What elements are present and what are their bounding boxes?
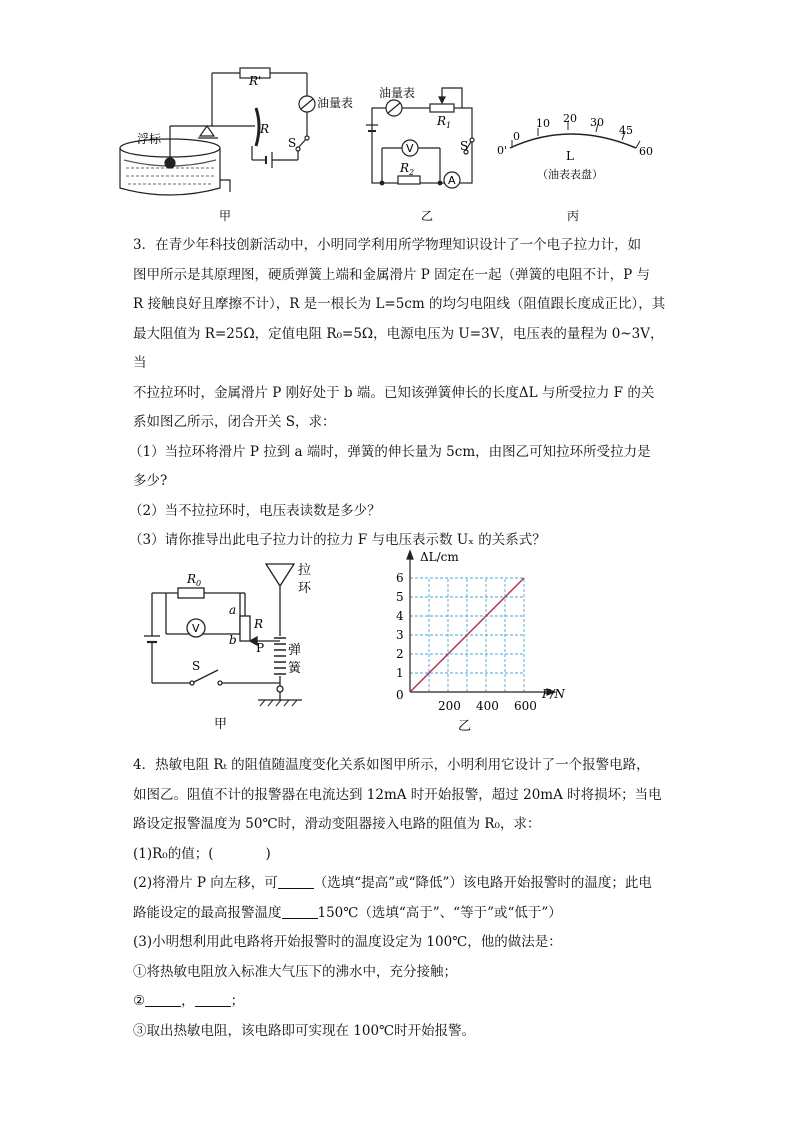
chart-x-label: F/N (542, 687, 565, 701)
label-float: 浮标 (137, 132, 162, 146)
dial-tick-30: 30 (590, 116, 604, 129)
label-p: P (256, 641, 265, 655)
chart-x-tick-label: 200 (438, 699, 461, 713)
dial-caption: （油表表盘） (537, 168, 603, 181)
chart-origin-label: 0 (396, 688, 404, 702)
label-pull-1: 拉 (298, 563, 312, 578)
chart-y-tick-label: 2 (396, 647, 404, 661)
q3-line: 3．在青少年科技创新活动中，小明同学利用所学物理知识设计了一个电子拉力计，如 (133, 237, 642, 253)
figure-q3-yi-chart (380, 546, 590, 742)
dial-tick-60: 60 (639, 145, 653, 158)
chart-y-tick-label: 6 (396, 571, 404, 585)
caption-bing-top: 丙 (567, 209, 580, 223)
q4-line: 4．热敏电阻 Rₜ 的阻值随温度变化关系如图甲所示，小明利用它设计了一个报警电路， (133, 757, 650, 773)
chart-x-tick-label: 400 (476, 699, 499, 713)
q4-step1: ①将热敏电阻放入标准大气压下的沸水中，充分接触； (133, 963, 457, 980)
q4-sub2-cont (133, 899, 673, 929)
caption-yi-top: 乙 (421, 209, 434, 223)
q4-sub2-b: （选填“提高”或“降低”）该电路开始报警时的温度；此电 (313, 875, 652, 891)
q3-sub3: （3）请你推导出此电子拉力计的拉力 F 与电压表示数 Uₓ 的关系式？ (129, 532, 546, 548)
label-a: a (229, 603, 237, 617)
q4-step2-mid: ， (181, 993, 195, 1009)
chart-y-label: ΔL/cm (420, 550, 459, 564)
question-4 (133, 751, 673, 1046)
dial-tick-45: 45 (619, 124, 633, 137)
q4-sub2-c: 路能设定的最高报警温度 (133, 904, 282, 921)
answer-blank-compare[interactable] (282, 904, 318, 919)
dial-tick-20: 20 (563, 112, 577, 125)
q3-sub1: （1）当拉环将滑片 P 拉到 a 端时，弹簧的伸长量为 5cm，由图乙可知拉环所受拉力是 (129, 443, 651, 460)
chart-y-tick-label: 5 (396, 590, 404, 604)
figure-yi-circuit (364, 88, 474, 188)
q3-line: R 接触良好且摩擦不计），R 是一根长为 L=5cm 的均匀电阻线（阻值跟长度成正比），其 (133, 296, 666, 312)
label-switch-s: S (288, 136, 297, 150)
caption-jia-top: 甲 (219, 209, 232, 223)
q4-line: 路设定报警温度为 50℃时，滑动变阻器接入电路的阻值为 R₀，求： (133, 816, 541, 832)
q4-sub1 (133, 840, 673, 870)
chart-y-tick-label: 3 (396, 628, 404, 642)
q4-sub3: (3)小明想利用此电路将开始报警时的温度设定为 100℃，他的做法是： (133, 934, 562, 950)
q4-step2 (133, 987, 673, 1017)
chart-y-tick-label: 1 (396, 666, 404, 680)
q4-step3: ③取出热敏电阻，该电路即可实现在 100℃时开始报警。 (133, 1022, 476, 1039)
chart-x-tick-label: 600 (514, 699, 537, 713)
answer-blank-step2b[interactable] (195, 992, 231, 1007)
chart-y-tick-label: 4 (396, 609, 404, 623)
caption-yi-q3: 乙 (458, 719, 472, 734)
answer-blank-raise-lower[interactable] (278, 874, 314, 889)
q4-step2-post: ； (230, 993, 245, 1009)
q3-line: 图甲所示是其原理图，硬质弹簧上端和金属滑片 P 固定在一起（弹簧的电阻不计，P 与 (133, 266, 651, 283)
question-3 (129, 231, 673, 556)
q4-sub2-d: 150℃（选填“高于”、“等于”或“低于”） (317, 904, 562, 921)
q3-sub1-cont: 多少? (133, 473, 168, 489)
label-oil-meter-yi: 油量表 (379, 86, 416, 100)
answer-blank-step2a[interactable] (145, 992, 181, 1007)
q4-line: 如图乙。阻值不计的报警器在电流达到 12mA 时开始报警，超过 20mA 时将损坏；当电 (133, 786, 662, 803)
label-r0: $R_0$ (187, 572, 202, 588)
q4-sub2-a: (2)将滑片 P 向左移，可 (133, 875, 278, 891)
dial-tick-10: 10 (536, 117, 550, 130)
label-spring-1: 弹 (288, 643, 302, 658)
label-b: b (229, 633, 237, 647)
label-r2: $R_2$ (400, 161, 415, 177)
dial-tick-0: 0 (513, 130, 520, 143)
label-spring-2: 簧 (288, 661, 302, 676)
ammeter-label: A (448, 174, 456, 187)
label-r: R (260, 122, 270, 136)
q3-line: 最大阻值为 R=25Ω，定值电阻 R₀=5Ω，电源电压为 U=3V，电压表的量程为 0~3V，当 (133, 325, 664, 371)
caption-jia-q3: 甲 (214, 717, 228, 732)
figure-q3-jia (130, 548, 350, 738)
label-oil-meter: 油量表 (317, 96, 354, 110)
q4-step2-pre: ② (133, 993, 146, 1009)
top-figures (0, 0, 794, 230)
q4-sub2 (133, 869, 673, 899)
dial-zero-mark: 0' (497, 144, 508, 157)
label-r-q3: R (254, 617, 264, 631)
q4-sub1-pre: (1)R₀的值；( (133, 845, 214, 862)
answer-blank-r0[interactable] (213, 846, 265, 860)
q3-line: 不拉拉环时，金属滑片 P 刚好处于 b 端。已知该弹簧伸长的长度ΔL 与所受拉力 F 的关 (133, 384, 655, 401)
label-pull-2: 环 (298, 581, 312, 596)
label-switch-s-yi: S (460, 139, 469, 153)
label-s-q3: S (192, 659, 201, 673)
voltmeter-label-q3: V (192, 622, 200, 635)
q3-line: 系如图乙所示，闭合开关 S，求： (133, 414, 336, 430)
voltmeter-label: V (406, 142, 414, 155)
label-r1: $R_1$ (437, 114, 452, 130)
q4-sub1-post: ) (265, 845, 271, 862)
label-r-prime: R' (249, 74, 262, 88)
q3-sub2: （2）当不拉拉环时，电压表读数是多少？ (129, 502, 381, 519)
dial-l: L (566, 149, 574, 163)
